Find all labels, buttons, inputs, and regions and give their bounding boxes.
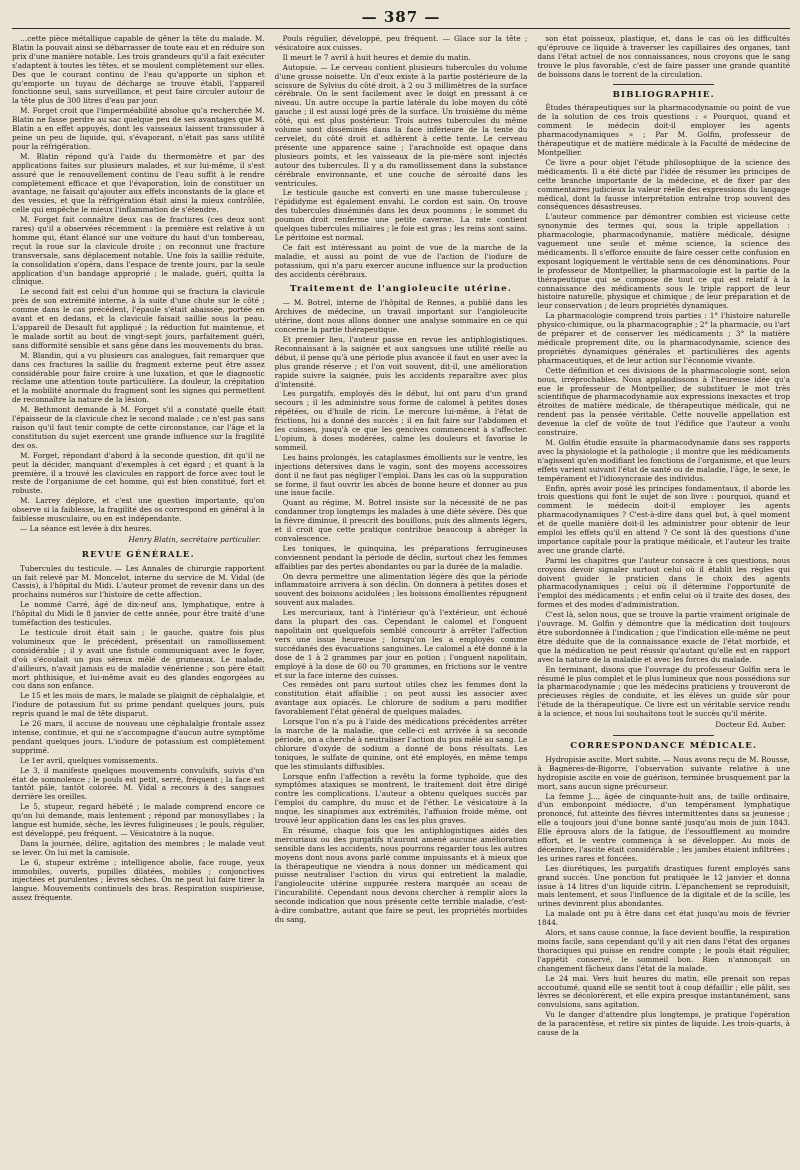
paragraph: Le 5, stupeur, regard hébété ; le malade comprend encore ce qu'on lui demande, mais lentement ; répond par monosyllabes ; la langue est humide, sèche, les lèvres fuligineuses ; le pouls, régulier, est développé, peu fréquent. — Vésicatoire à la nuque. <box>12 802 265 838</box>
section-heading: CORRESPONDANCE MÉDICALE. <box>570 740 758 751</box>
paragraph: Ce livre a pour objet l'étude philosophique de la science des médicaments. Il a été dicté par l'idée de résumer les principes de cette branche importante de la médecine, et de fixer par des commentaires judicieux la valeur réelle des expressions du langage médical, dont la fausse interprétation entraîne trop souvent des conséquences désastreuses. <box>537 157 791 212</box>
paragraph: L'auteur commence par démontrer combien est vicieuse cette synonymie des termes qui, sous la triple appellation : pharmacologie, pharmacodynamie, matière médicale, désigne vaguement une seule et même science, la science des médicaments. Il s'efforce ensuite de faire cesser cette confusion en exposant logiquement le véritable sens de ces dénominations. Pour le professeur de Montpellier, la pharmacologie est la partie de la thérapeutique qui se compose de tout ce qui est relatif à la connaissance des médicaments sous le triple rapport de leur histoire naturelle, physique et chimique ; de leur préparation et de leur conservation ; de leurs propriétés dynamiques. <box>537 212 791 311</box>
section-divider <box>613 84 714 85</box>
paragraph: Ces remèdes ont paru surtout utiles chez les femmes dont la constitution était affaiblie ; on peut aussi les associer avec avantage aux opiacés. Le chlorure de sodium a paru modifier favorablement l'état général de quelques malades. <box>274 680 528 717</box>
section-heading: Traitement de l'angioleucite utérine. <box>290 284 513 295</box>
paragraph: Quant au régime, M. Botrel insiste sur la nécessité de ne pas condamner trop longtemps les malades à une diète sévère. Dès que la fièvre diminue, il prescrit des bouillons, puis des aliments légers, et il croit que cette pratique contribue beaucoup à abréger la convalescence. <box>274 498 528 543</box>
paragraph: Le 15 et les mois de mars, le malade se plaignit de céphalalgie, et l'iodure de potassium fut su prime pendant quelques jours, puis repris quand le mal de tête disparut. <box>12 691 265 719</box>
paragraph: M. Blatin répond qu'à l'aide du thermomètre et par des applications faites sur plusieurs malades, et sur lui-même, il s'est assuré que le renouvellement continu de l'eau suffit à le rendre complètement efficace et que l'évaporation, loin de constituer un avantage, ne faisait qu'ajouter aux effets inconstants de la glace et des vessies, et que la réfrigération était ainsi la mieux contrôlée, celle qui empêche le mieux l'inflammation de s'étendre. <box>12 151 265 215</box>
paragraph: Les diurétiques, les purgatifs drastiques furent employés sans grand succès. Une ponction fut pratiquée le 12 janvier et donna issue à 14 litres d'un liquide citrin. L'épanchement se reproduisit, mais lentement, et sous l'influence de la digitale et de la scille, les urines devinrent plus abondantes. <box>537 863 791 909</box>
paragraph: Et premier lieu, l'auteur passe en revue les antiphlogistiques. Reconnaissant à la saignée et aux sangsues une utilité réelle au début, il pense qu'à une période plus avancée il faut en user avec la plus grande réserve ; et l'on voit souvent, dit-il, une amélioration rapide suivre la saignée, puis les accidents reparaître avec plus d'intensité. <box>274 335 528 389</box>
paragraph: Études thérapeutiques sur la pharmacodynamie ou point de vue de la solution de ces trois questions : « Pourquoi, quand et comment le médecin doit-il employer les agents pharmacodynamiques » ; Par M. Golfin, professeur de thérapeutique et de matière médicale à la Faculté de médecine de Montpellier. <box>537 103 791 157</box>
paragraph: Les mercuriaux, tant à l'intérieur qu'à l'extérieur, ont échoué dans la plupart des cas. Cependant le calomel et l'onguent napolitain ont quelquefois semblé concourir à arrêter l'affection vers une issue heureuse ; lorsqu'on les a employés comme succédanés des évacuations sanguines. Le calomel a été donné à la dose de 1 à 2 grammes par jour en potion ; l'onguent napolitain, employé à la dose de 60 ou 70 grammes, en frictions sur le ventre et sur la face interne des cuisses. <box>274 608 528 680</box>
paragraph: La femme J..., âgée de cinquante-huit ans, de taille ordinaire, d'un embonpoint médiocre, d'un tempérament lymphatique prononcé, fut atteinte des fièvres intermittentes dans sa jeunesse ; elle a toujours joui d'une bonne santé jusqu'au mois de juin 1843. Elle éprouva alors de la fatigue, de l'essoufflement au moindre effort, et le ventre commença à se développer. Au mois de décembre, l'ascite était considérable ; les jambes étaient infiltrées ; les urines rares et foncées. <box>537 791 791 863</box>
author-signature: Henry Blatin, secrétaire particulier. <box>128 534 261 544</box>
section-divider <box>613 735 714 736</box>
paragraph: Le 3, il manifeste quelques mouvements convulsifs, suivis d'un état de somnolence ; le pouls est petit, serré, fréquent ; la face est tantôt pâle, tantôt colorée. M. Vidal a recours à des sangsues derrière les oreilles. <box>12 765 265 802</box>
paragraph: Parmi les chapitres que l'auteur consacre à ces questions, nous croyons devoir signaler surtout celui où il établit les règles qui doivent guider le praticien dans le choix des agents pharmacodynamiques ; celui où il détermine l'opportunité de l'emploi des médicaments ; et enfin celui où il traite des doses, des formes et des modes d'administration. <box>537 555 791 610</box>
text-columns <box>12 35 790 1153</box>
paragraph: Les bains prolongés, les cataplasmes émollients sur le ventre, les injections détersives dans le vagin, sont des moyens accessoires dont il ne faut pas négliger l'emploi. Dans les cas où la suppuration se forme, il faut ouvrir les abcès de bonne heure et donner au pus une issue facile. <box>274 452 528 498</box>
column-1 <box>12 35 265 1153</box>
paragraph: La pharmacologie comprend trois parties : 1° l'histoire naturelle physico-chimique, ou la pharmacographie ; 2° la pharmacie, ou l'art de préparer et de conserver les médicaments ; 3° la matière médicale proprement dite, ou la pharmacodynamie, science des propriétés dynamiques générales et particulières des agents pharmaceutiques, et de leur action sur l'économie vivante. <box>537 311 791 365</box>
paragraph: En résumé, chaque fois que les antiphlogistiques aidés des mercuriaux ou des purgatifs n'auront amené aucune amélioration sensible dans les accidents, nous pourrons regarder tous les autres moyens dont nous avons parlé comme impuissants et à mieux que la thérapeutique ne viendra à nous donner un médicament qui puisse neutraliser l'action du virus qui entretient la maladie, l'angioleucite utérine suppurée restera marquée au sceau de l'incurabilité. Cependant nous devons chercher à remplir alors la seconde indication que nous présente cette terrible maladie, c'est-à-dire combattre, autant que faire se peut, les propriétés morbides du sang, <box>274 825 528 924</box>
paragraph: Ce fait est intéressant au point de vue de la marche de la maladie, et aussi au point de vue de l'action de l'iodure de potassium, qui n'a paru exercer aucune influence sur la production des accidents cérébraux. <box>274 242 528 279</box>
section-heading: REVUE GÉNÉRALE. <box>81 549 195 560</box>
paragraph: Alors, et sans cause connue, la face devient bouffie, la respiration moins facile, sans cependant qu'il y ait rien dans l'état des organes thoraciques qui puisse en rendre compte ; le pouls était régulier, l'appétit conservé, le sommeil bon. Rien n'annonçait un changement fâcheux dans l'état de la malade. <box>537 928 791 973</box>
paragraph: Pouls régulier, développé, peu fréquent. — Glace sur la tête ; vésicatoire aux cuisses. <box>274 35 528 52</box>
paragraph: Lorsque l'on n'a pu à l'aide des médications précédentes arrêter la marche de la maladie, que celle-ci est arrivée à sa seconde période, on a cherché à neutraliser l'action du pus mêlé au sang. Le chlorure d'oxyde de sodium a donné de bons résultats. Les toniques, le sulfate de quinine, ont été employés, en même temps que les stimulants diffusibles. <box>274 717 528 771</box>
paragraph: M. Forget, répondant d'abord à la seconde question, dit qu'il ne peut la décider, manquant d'exemples à cet égard ; et quant à la première, il a trouvé les clavicules en rapport de force avec tout le reste de l'organisme de cet homme, qui est bien constitué, fort et robuste. <box>12 450 265 496</box>
paragraph: Les purgatifs, employés dès le début, lui ont paru d'un grand secours ; il les administre sous forme de calomel à petites doses répétées, ou d'huile de ricin. Le mercure lui-même, à l'état de frictions, lui a donné des succès ; il en fait faire sur l'abdomen et les cuisses, jusqu'à ce que les gencives commencent à s'affecter. L'opium, à doses modérées, calme les douleurs et favorise le sommeil. <box>274 389 528 452</box>
paragraph: Les toniques, le quinquina, les préparations ferrugineuses conviennent pendant la période de déclin, surtout chez les femmes affaiblies par des pertes abondantes ou par la durée de la maladie. <box>274 543 528 571</box>
paragraph: Tubercules du testicule. — Les Annales de chirurgie rapportent un fait relevé par M. Moncelot, interne du service de M. Vidal (de Cassis), à l'hôpital du Midi. L'auteur promet de revenir dans un des prochains numéros sur l'histoire de cette affection. <box>12 563 265 600</box>
paragraph: Hydropisie ascite. Mort subite. — Nous avons reçu de M. Rousse, à Bagnères-de-Bigorre, l'observation suivante relative à une hydropisie ascite en voie de guérison, terminée brusquement par la mort, sans aucun signe précurseur. <box>537 754 791 791</box>
page-header <box>12 8 790 29</box>
paragraph: En terminant, disons que l'ouvrage du professeur Golfin sera le résumé le plus complet et le plus lumineux que nous possédions sur la pharmacodynamie ; que les médecins praticiens y trouveront de précieuses règles de conduite, et les élèves un guide sûr pour l'étude de la thérapeutique. Ce livre est un véritable service rendu à la science, et nous lui souhaitons tout le succès qu'il mérite. <box>537 664 791 719</box>
paragraph: M. Forget fait connaître deux cas de fractures (ces deux sont rares) qu'il a observées récemment : la première est relative à un homme qui, étant élancé sur une voiture du haut d'un tombereau, reçut la roue sur la clavicule droite ; on reconnut une fracture transversale, sans déplacement notable. Une fois la saillie réduite, la consolidation s'opéra, dans l'espace de trente jours, par la seule application d'un bandage approprié ; le malade, guéri, quitta la clinique. <box>12 215 265 287</box>
paragraph: Enfin, après avoir posé les principes fondamentaux, il aborde les trois questions qui font le sujet de son livre : pourquoi, quand et comment le médecin doit-il employer les agents pharmacodynamiques ? C'est-à-dire dans quel but, à quel moment et de quelle manière doit-il les administrer pour obtenir de leur emploi les effets qu'il en attend ? Ce sont là des questions d'une importance capitale pour la pratique médicale, et l'auteur les traite avec une grande clarté. <box>537 483 791 555</box>
paragraph: M. Forget croit que l'imperméabilité absolue qu'a recherchée M. Blatin ne fasse perdre au sac quelque peu de ses avantages que M. Blatin a en effet appuyés, dont les vaisseaux laissent transsuder à peine un peu de liquide, qui, s'évaporant, n'était pas sans utilité pour la réfrigération. <box>12 106 265 151</box>
paragraph: C'est là, selon nous, que se trouve la partie vraiment originale de l'ouvrage. M. Golfin y démontre que la médication doit toujours être subordonnée à l'indication ; que l'indication elle-même ne peut être déduite que de la connaissance exacte de l'état morbide, et que la médication ne peut réussir qu'autant qu'elle est en rapport avec la nature de la maladie et avec les forces du malade. <box>537 610 791 664</box>
paragraph: M. Bethmont demande à M. Forget s'il a constaté quelle était l'épaisseur de la clavicule chez le second malade ; ce n'est pas sans raison qu'il faut tenir compte de cette circonstance, car l'âge et la constitution du sujet exercent une grande influence sur la fragilité des os. <box>12 405 265 450</box>
paragraph: La malade ont pu à être dans cet état jusqu'au mois de février 1844. <box>537 909 791 928</box>
review-signature: Docteur Ed. Auber. <box>715 720 787 730</box>
paragraph: Le testicule gauche est converti en une masse tuberculeuse ; l'épididyme est également envahi. Le cordon est sain. On trouve des tubercules disséminés dans les deux poumons ; le sommet du poumon droit renferme une petite caverne. La rate contient quelques tubercules miliaires ; le foie est gras ; les reins sont sains. Le péritoine est normal. <box>274 188 528 242</box>
column-3 <box>537 35 790 1153</box>
paragraph: Dans la journée, délire, agitation des membres ; le malade veut se lever. On lui met la camisole. <box>12 838 265 857</box>
paragraph: Le nommé Carré, âgé de dix-neuf ans, lymphatique, entre à l'hôpital du Midi le 8 janvier de cette année, pour être traité d'une tuméfaction des testicules. <box>12 600 265 628</box>
paragraph: M. Blandin, qui a vu plusieurs cas analogues, fait remarquer que dans ces fractures la saillie du fragment externe peut être assez considérable pour faire croire à une luxation, et que le diagnostic réclame une attention toute particulière. La douleur, la crépitation et la mobilité anormale du fragment sont les signes qui permettent de reconnaître la nature de la lésion. <box>12 350 265 405</box>
paragraph: Lorsque enfin l'affection a revêtu la forme typhoïde, que des symptômes ataxiques se montrent, le traitement doit être dirigé contre les complications. L'auteur a obtenu quelques succès par l'emploi du camphre, du musc et de l'éther. Le vésicatoire à la nuque, les sinapismes aux extrémités, l'affusion froide même, ont trouvé leur application dans les cas les plus graves. <box>274 771 528 826</box>
paragraph: — La séance est levée à dix heures. <box>20 523 152 533</box>
paragraph: M. Larrey déplore, et c'est une question importante, qu'on observe si la faiblesse, la fragilité des os correspond en général à la faiblesse musculaire, ou en est indépendante. <box>12 496 265 524</box>
paragraph: Cette définition et ces divisions de la pharmacologie sont, selon nous, irréprochables. Nous applaudissons à l'heureuse idée qu'a eue le professeur de Montpellier, de substituer le mot très scientifique de pharmacodynamie aux expressions inexactes et trop étroites de matière médicale, de thérapeutique médicale, qui ne rendent pas la pensée véritable. Cette nouvelle appellation est devenue la clef de voûte de tout l'édifice que l'auteur a voulu construire. <box>537 365 791 438</box>
page-number: — 387 — <box>361 8 441 26</box>
column-2 <box>275 35 528 1153</box>
paragraph: …cette pièce métallique capable de gêner la tête du malade. M. Blatin la pouvait ainsi se débarrasser de toute eau et en réduire son prix d'une manière notable. Les trois grandeurs qu'il a fait exécuter s'adaptent à toutes les têtes, et se moulent complètement sur elles. Des que le courant continu de l'eau qu'apporte un siphon et qu'emporte un tuyau de décharge se trouve établi, l'appareil fonctionne seul, sans surveillance, et peut faire circuler autour de la tête plus de 300 litres d'eau par jour. <box>12 35 265 106</box>
paragraph: On devra permettre une alimentation légère dès que la période inflammatoire arrivera à son déclin. On donnera à petites doses et souvent des boissons acidulées ; les boissons émollientes répugnent souvent aux malades. <box>274 571 528 608</box>
paragraph: Le testicule droit était sain ; le gauche, quatre fois plus volumineux que le précédent, présentait un ramollissement considérable ; il y avait une fistule communiquant avec le foyer, d'où s'écoulait un pus séreux mêlé de grumeaux. Le malade, d'ailleurs, n'avait jamais eu de maladie vénérienne ; son père était mort phthisique, et lui-même avait eu des glandes engorgées au cou dans son enfance. <box>12 628 265 691</box>
paragraph: son état poisseux, plastique, et, dans le cas où les difficultés qu'éprouve ce liquide à traverser les capillaires des organes, tant dans l'état actuel de nos connaissances, nous croyons que le sang trouve le plus favorable, c'est de faire passer une grande quantité de boissons dans le torrent de la circulation. <box>537 35 791 79</box>
paragraph: Il meurt le 7 avril à huit heures et demie du matin. <box>282 52 471 62</box>
paragraph: Vu le danger d'attendre plus longtemps, je pratique l'opération de la paracentèse, et retire six pintes de liquide. Les trois-quarts, à cause de la <box>537 1010 791 1038</box>
paragraph: M. Golfin étudie ensuite la pharmacodynamie dans ses rapports avec la physiologie et la pathologie ; il montre que les médicaments n'agissent qu'en modifiant les fonctions de l'organisme, et que leurs effets varient suivant l'état de santé ou de maladie, l'âge, le sexe, le tempérament et l'idiosyncrasie des individus. <box>537 437 791 483</box>
paragraph: Le 24 mai. Vers huit heures du matin, elle prenait son repas accoutumé, quand elle se sentit tout à coup défaillir ; elle pâlit, ses lèvres se décolorèrent, et elle expira presque instantanément, sans convulsions, sans agitation. <box>537 973 791 1010</box>
paragraph: Le 6, stupeur extrême ; intelligence abolie, face rouge, yeux immobiles, ouverts, pupilles dilatées, mobiles ; conjonctives injectées et purulentes ; lèvres sèches. On ne peut lui faire tirer la langue. Mouvements continuels des bras. Respiration suspirieuse, assez fréquente. <box>12 857 265 903</box>
paragraph: Le second fait est celui d'un homme qui se fractura la clavicule près de son extrémité interne, à la suite d'une chute sur le côté ; comme dans le cas précédent, l'épaule s'était abaissée, portée en avant et en dedans, et la clavicule faisait saillie sous la peau. L'appareil de Desault fut appliqué ; la réduction fut maintenue, et le malade sortit au bout de vingt-sept jours, parfaitement guéri, sans difformité sensible et sans gêne dans les mouvements du bras. <box>12 287 265 350</box>
paragraph: Le 26 mars, il accuse de nouveau une céphalalgie frontale assez intense, continue, et qui ne s'accompagne d'aucun autre symptôme pendant quelques jours. L'iodure de potassium est complètement supprimé. <box>12 719 265 755</box>
paragraph: Le 1er avril, quelques vomissements. <box>20 755 158 765</box>
section-heading: BIBLIOGRAPHIE. <box>612 89 715 100</box>
paragraph: Autopsie. — Le cerveau contient plusieurs tubercules du volume d'une grosse noisette. Un d'eux existe à la partie postérieure de la scissure de Sylvius du côté droit, à 2 ou 3 millimètres de la surface cérébrale. On le sent facilement avec le doigt en pressant à ce niveau. Un autre occupe la partie latérale du lobe moyen du côté gauche ; il est aussi logé près de la surface. Un troisième du même côté, qui est plus postérieur. Trois autres tubercules du même volume sont disséminés dans la face inférieure de la tente du cervelet, du côté droit et adhèrent à cette tente. Le cerveau présente une apparence saine ; l'arachnoïde est opaque dans plusieurs points, et les vaisseaux de la pie-mère sont injectés autour des tubercules. Il y a du ramollissement dans la substance cérébrale environnante, et une couche de sérosité dans les ventricules. <box>274 62 528 188</box>
paragraph: — M. Botrel, interne de l'hôpital de Rennes, a publié dans les Archives de médecine, un travail important sur l'angioleucite utérine, dont nous allons donner une analyse sommaire en ce qui concerne la partie thérapeutique. <box>274 298 528 335</box>
